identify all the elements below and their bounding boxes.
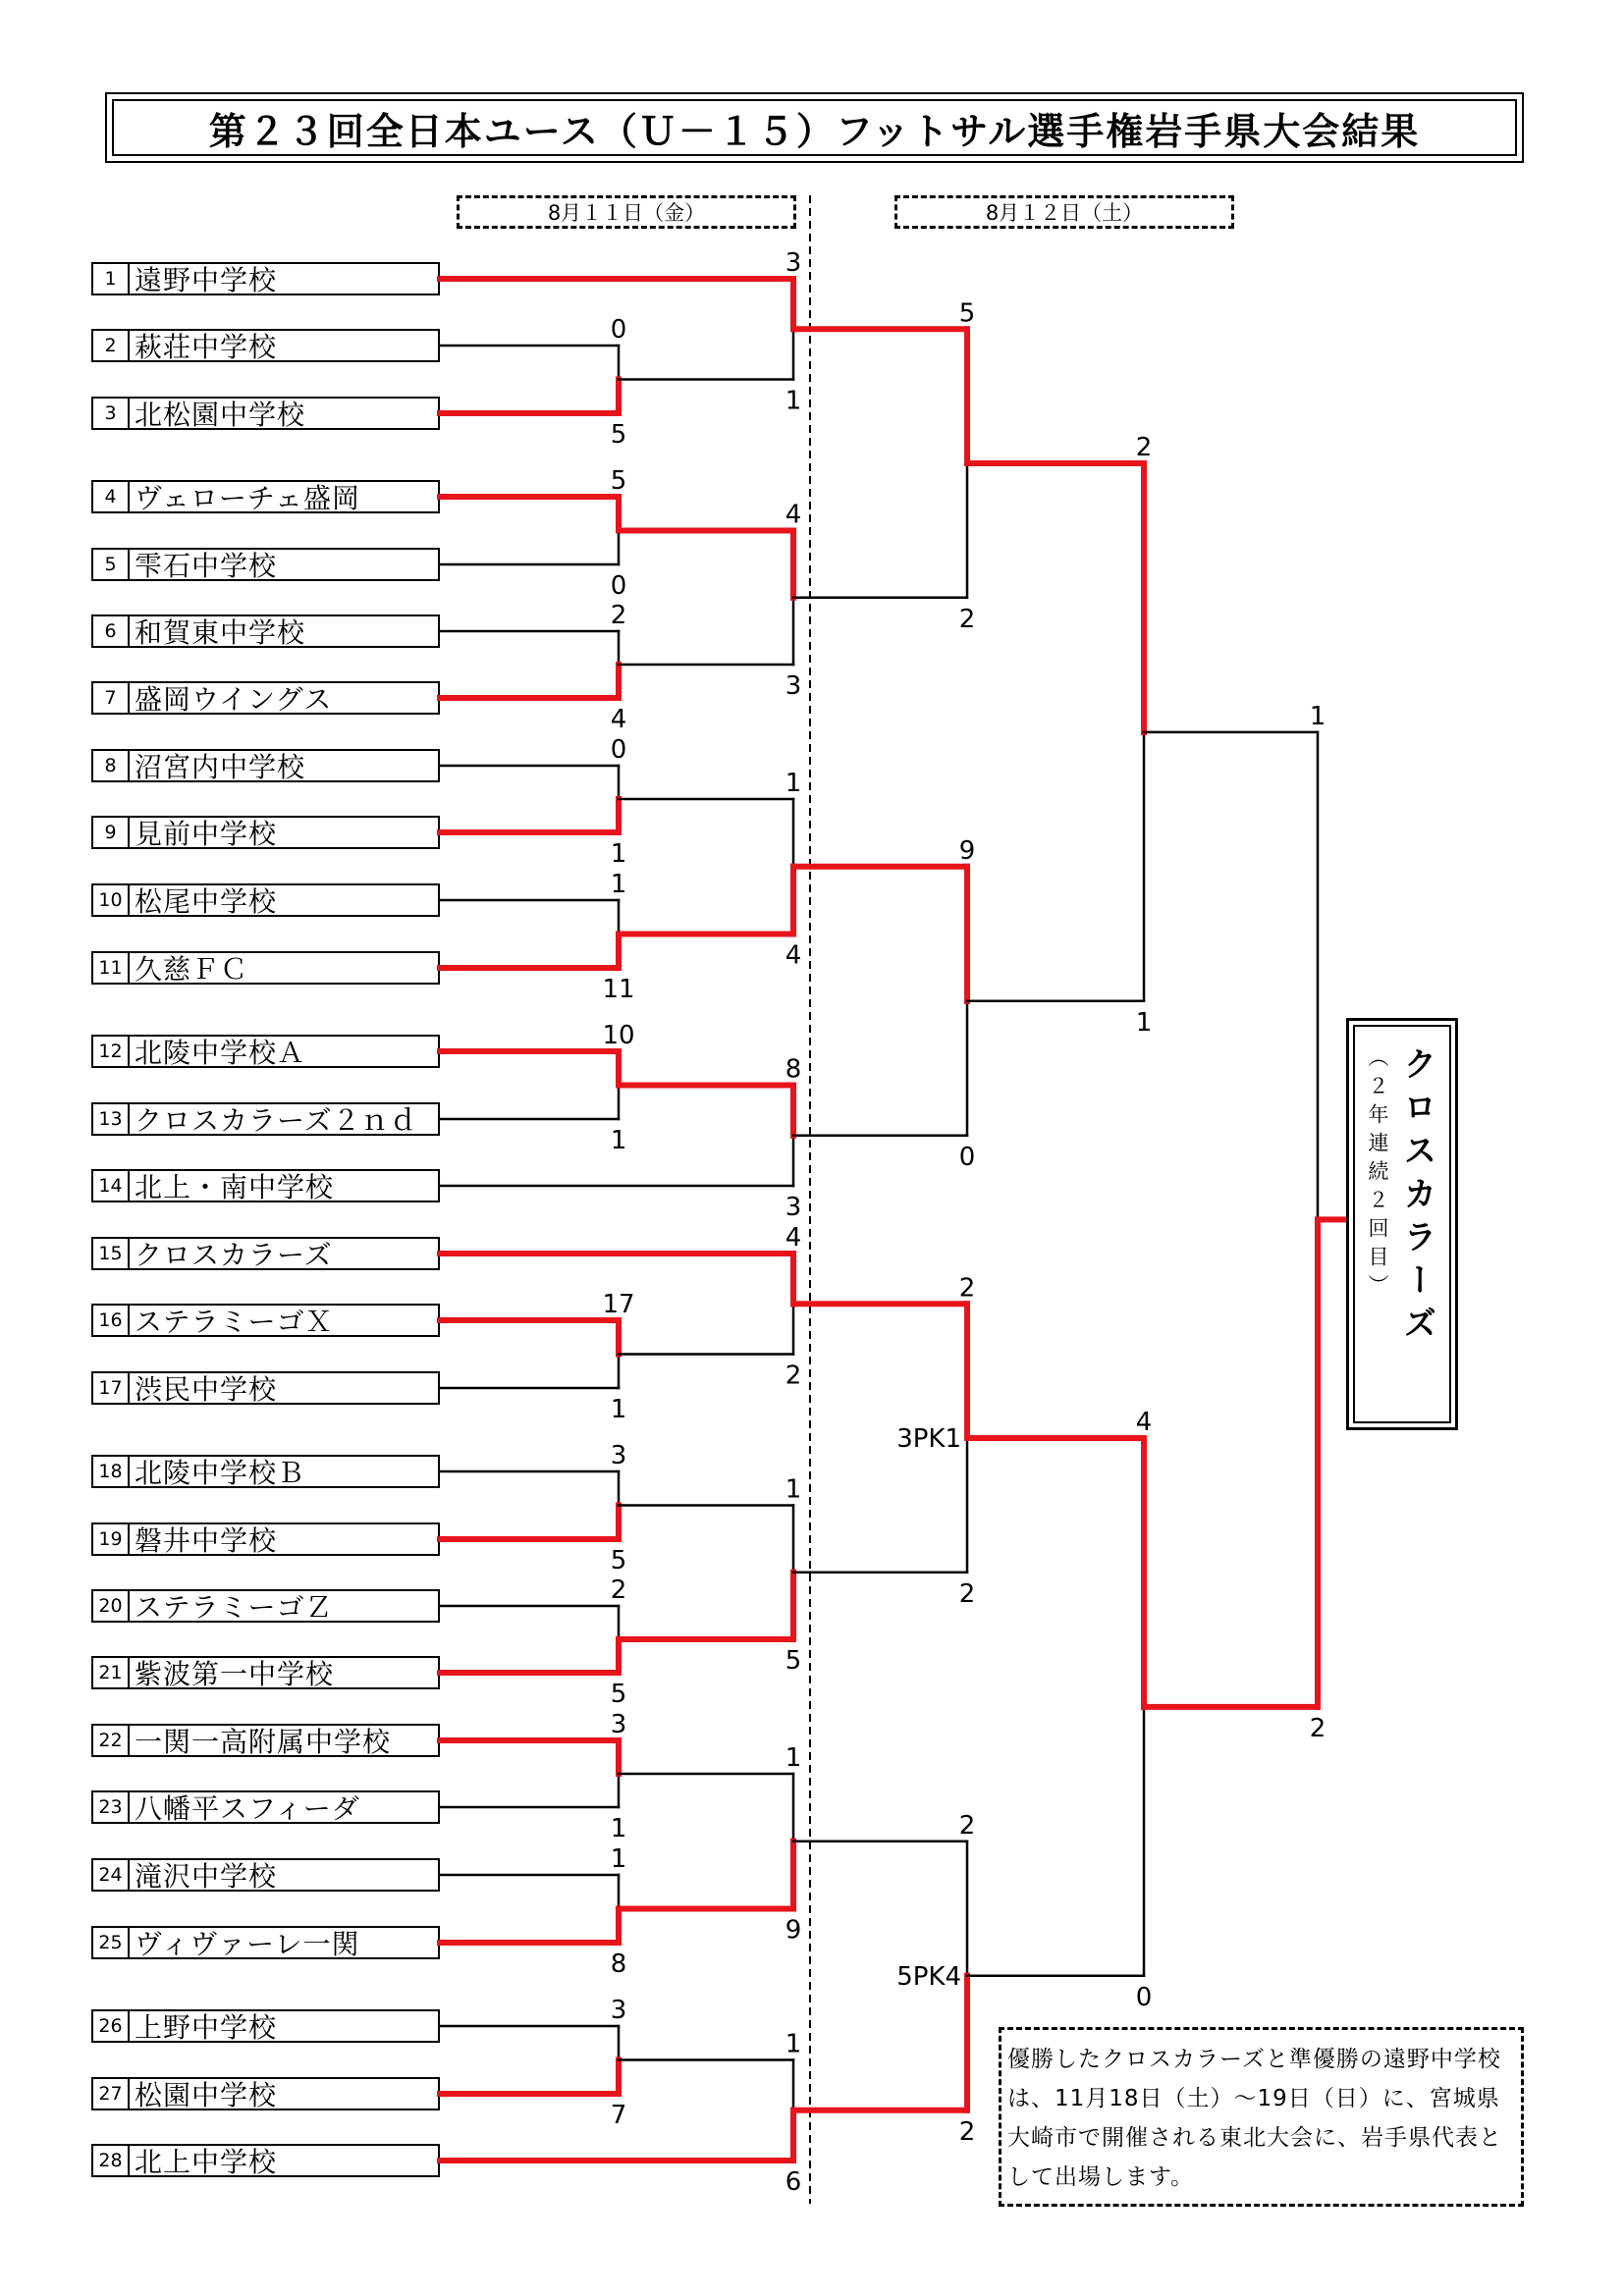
team-number: 17 <box>93 1373 130 1403</box>
team-name: ステラミーゴＸ <box>135 1306 334 1338</box>
score-label: 2 <box>610 1575 627 1605</box>
score-label: 2 <box>1135 433 1153 462</box>
score-label: 2 <box>610 601 627 630</box>
team-name: 盛岡ウイングス <box>135 683 333 716</box>
team-name: 雫石中学校 <box>135 550 278 582</box>
score-label: 9 <box>785 1915 802 1946</box>
score-label: 8 <box>610 1949 627 1979</box>
score-label: 4 <box>610 705 627 734</box>
score-label: 1 <box>1135 1007 1153 1038</box>
result-note: 優勝したクロスカラーズと準優勝の遠野中学校は、11月18日（土）～19日（日）に、宮城県大崎市で開催される東北大会に、岩手県代表として出場します。 <box>999 2027 1524 2207</box>
page-title: 第２３回全日本ユース（Ｕ－１５）フットサル選手権岩手県大会結果 <box>112 99 1517 156</box>
team-number: 24 <box>93 1860 130 1890</box>
team-name: 北陵中学校Ｂ <box>135 1457 306 1489</box>
team-name: 上野中学校 <box>135 2011 278 2044</box>
team-name: 沼宮内中学校 <box>135 751 306 783</box>
team-name: 渋民中学校 <box>135 1373 278 1406</box>
team-name: クロスカラーズ <box>135 1239 333 1271</box>
champion-name: クロスカラーズ <box>1397 1046 1436 1349</box>
score-label: 7 <box>610 2101 627 2130</box>
score-label: 5 <box>610 466 627 496</box>
score-label: 1 <box>1309 701 1326 731</box>
team-name: 松園中学校 <box>135 2079 278 2111</box>
team-name: 遠野中学校 <box>135 264 278 296</box>
score-label: 11 <box>602 975 635 1004</box>
score-label: 10 <box>602 1021 635 1050</box>
score-label: 4 <box>785 1223 802 1253</box>
team-name: ヴィヴァーレ一関 <box>135 1928 360 1960</box>
team-name: 北陵中学校Ａ <box>135 1037 306 1069</box>
champion-note: （２年連続２回目） <box>1366 1046 1389 1303</box>
team-name: 北松園中学校 <box>135 399 306 431</box>
score-label: 5 <box>958 298 976 329</box>
team-number: 25 <box>93 1928 130 1957</box>
team-number: 4 <box>93 482 130 511</box>
team-number: 11 <box>93 953 130 983</box>
score-label: 1 <box>610 1844 627 1874</box>
team-name: 萩荘中学校 <box>135 331 278 363</box>
score-label: 4 <box>785 940 802 971</box>
team-number: 26 <box>93 2011 130 2041</box>
date-day1: 8月１１日（金） <box>457 195 796 229</box>
team-number: 27 <box>93 2079 130 2109</box>
score-label: 5 <box>785 1646 802 1676</box>
score-label: 3 <box>610 1441 627 1470</box>
team-number: 7 <box>93 683 130 713</box>
team-number: 21 <box>93 1658 130 1687</box>
score-label: 1 <box>785 386 802 416</box>
champion-box <box>1346 1018 1458 1430</box>
score-label: 2 <box>958 1273 976 1304</box>
score-label: 0 <box>610 735 627 765</box>
team-number: 9 <box>93 818 130 847</box>
team-name: 和賀東中学校 <box>135 616 306 649</box>
team-name: クロスカラーズ２ｎｄ <box>135 1104 418 1137</box>
team-number: 16 <box>93 1306 130 1335</box>
team-number: 13 <box>93 1104 130 1134</box>
team-name: ステラミーゴＺ <box>135 1591 334 1624</box>
score-label: 2 <box>958 604 976 634</box>
team-name: 八幡平スフィーダ <box>135 1792 360 1825</box>
score-label: 3 <box>610 1996 627 2025</box>
score-label: 2 <box>958 1810 976 1841</box>
score-label: 5PK4 <box>896 1961 961 1992</box>
score-label: 3 <box>610 1710 627 1739</box>
team-name: 一関一高附属中学校 <box>135 1726 392 1758</box>
score-label: 1 <box>610 1126 627 1155</box>
score-label: 0 <box>1135 1982 1153 2012</box>
team-number: 12 <box>93 1037 130 1066</box>
score-label: 1 <box>610 1395 627 1424</box>
score-label: 5 <box>610 1680 627 1709</box>
score-label: 9 <box>958 835 976 866</box>
team-number: 19 <box>93 1524 130 1554</box>
score-label: 1 <box>785 2029 802 2059</box>
team-number: 20 <box>93 1591 130 1621</box>
team-number: 14 <box>93 1171 130 1201</box>
team-name: 見前中学校 <box>135 818 278 850</box>
score-label: 0 <box>958 1142 976 1172</box>
team-number: 10 <box>93 885 130 915</box>
team-number: 28 <box>93 2146 130 2175</box>
score-label: 4 <box>1135 1408 1153 1437</box>
score-label: 5 <box>610 1546 627 1575</box>
score-label: 2 <box>1309 1713 1326 1743</box>
team-name: 滝沢中学校 <box>135 1860 278 1893</box>
team-name: 北上・南中学校 <box>135 1171 335 1203</box>
team-number: 6 <box>93 616 130 646</box>
team-number: 15 <box>93 1239 130 1268</box>
score-label: 3 <box>785 248 802 278</box>
team-number: 23 <box>93 1792 130 1822</box>
score-label: 1 <box>785 1743 802 1773</box>
score-label: 1 <box>785 769 802 798</box>
team-number: 3 <box>93 399 130 428</box>
team-number: 22 <box>93 1726 130 1755</box>
score-label: 3PK1 <box>896 1424 961 1454</box>
team-name: 久慈ＦＣ <box>135 953 249 986</box>
score-label: 2 <box>958 1578 976 1609</box>
team-name: ヴェローチェ盛岡 <box>135 482 361 514</box>
score-label: 1 <box>610 1814 627 1843</box>
team-name: 北上中学校 <box>135 2146 278 2178</box>
team-number: 5 <box>93 550 130 579</box>
team-name: 紫波第一中学校 <box>135 1658 335 1690</box>
score-label: 0 <box>610 571 627 601</box>
score-label: 5 <box>610 420 627 450</box>
score-label: 2 <box>785 1361 802 1391</box>
team-name: 松尾中学校 <box>135 885 278 918</box>
score-label: 6 <box>785 2167 802 2197</box>
score-label: 8 <box>785 1054 802 1085</box>
team-number: 1 <box>93 264 130 294</box>
score-label: 0 <box>610 315 627 345</box>
score-label: 2 <box>958 2116 976 2147</box>
team-number: 18 <box>93 1457 130 1486</box>
score-label: 1 <box>610 870 627 899</box>
date-day2: 8月１２日（土） <box>894 195 1234 229</box>
score-label: 3 <box>785 671 802 701</box>
team-number: 2 <box>93 331 130 360</box>
score-label: 3 <box>785 1193 802 1222</box>
team-number: 8 <box>93 751 130 780</box>
champion-inner-border <box>1353 1025 1451 1423</box>
score-label: 1 <box>785 1474 802 1505</box>
score-label: 17 <box>602 1290 635 1319</box>
score-label: 4 <box>785 500 802 530</box>
team-name: 磐井中学校 <box>135 1524 278 1557</box>
score-label: 1 <box>610 839 627 869</box>
